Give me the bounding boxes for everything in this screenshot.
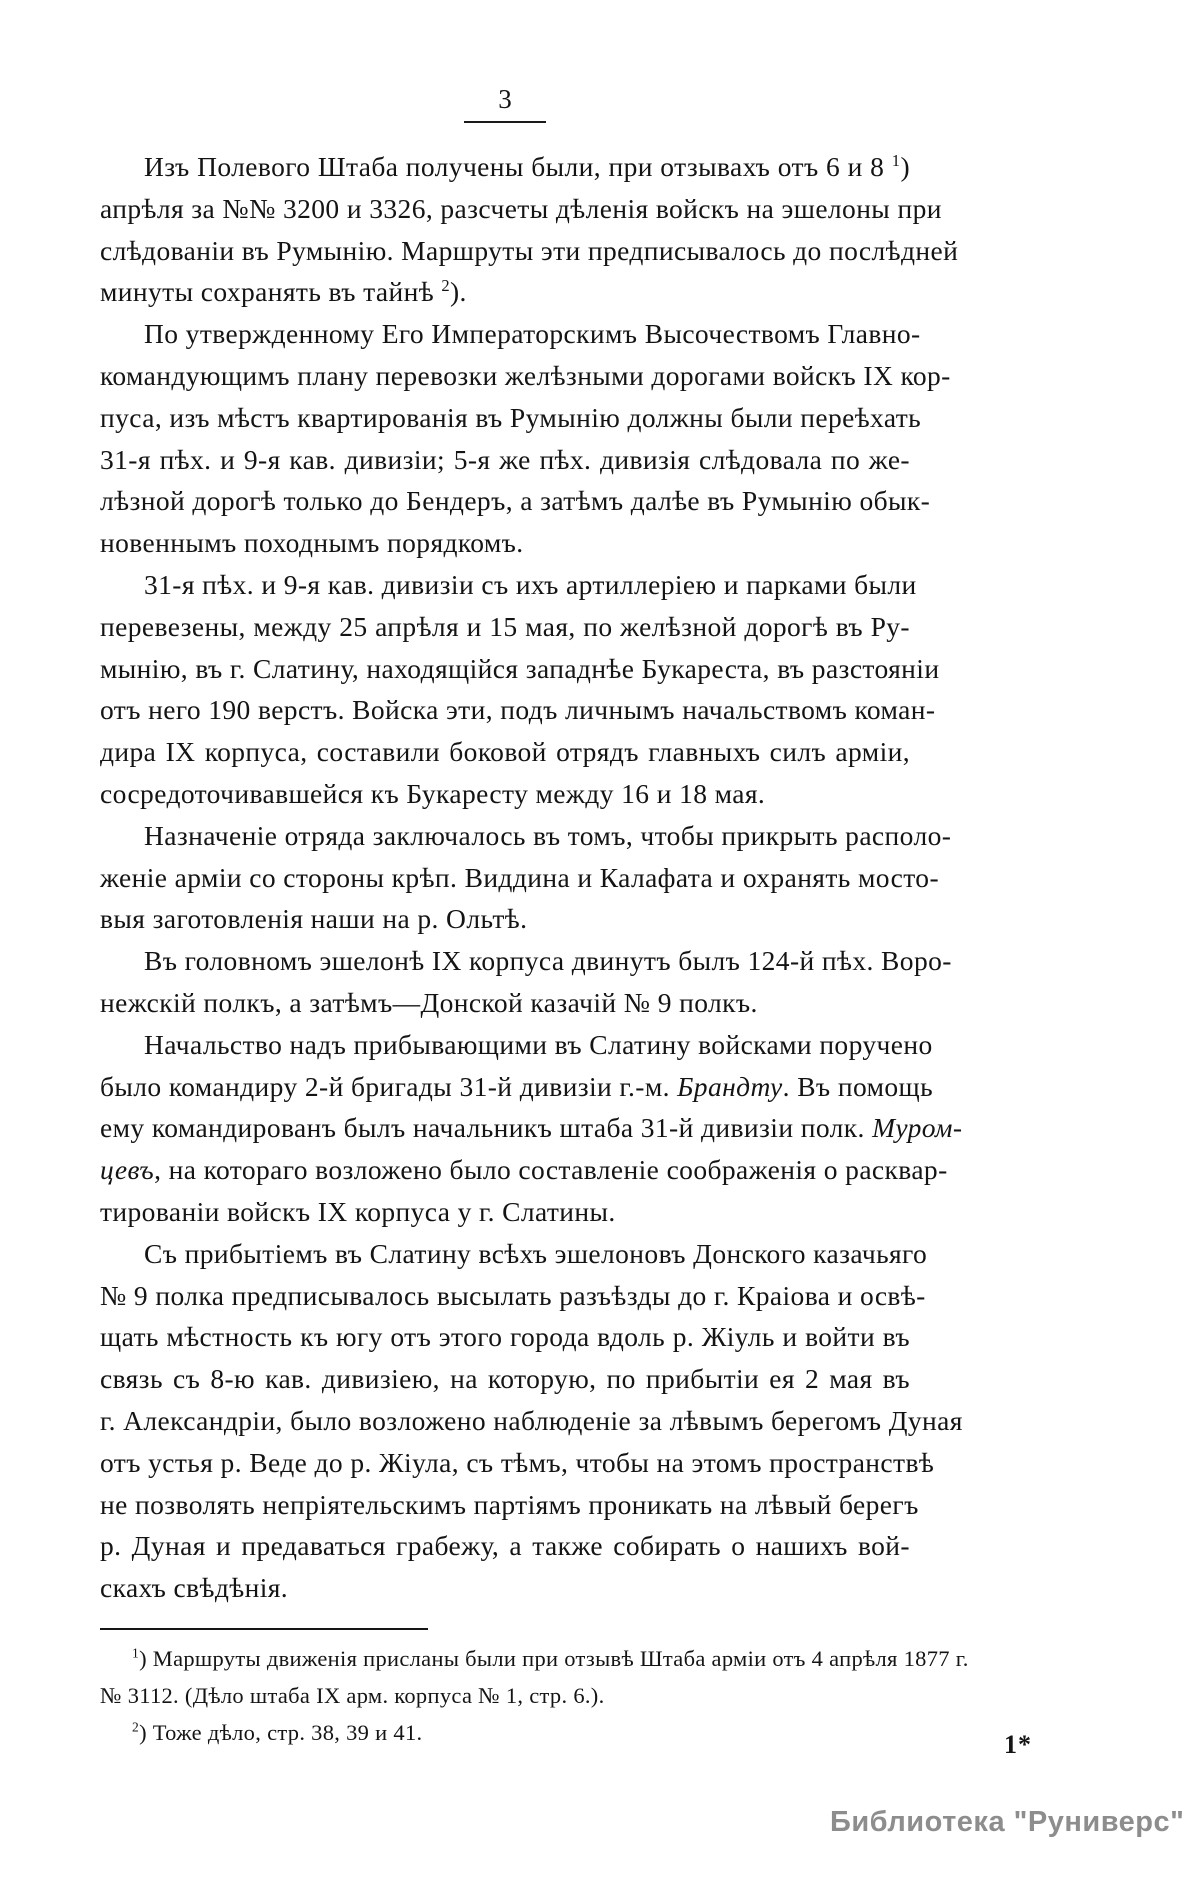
text-line [100, 313, 921, 355]
text-segment: командующимъ плану перевозки желѣзными дорогами войскъ IX кор- [100, 359, 951, 391]
text-line [100, 940, 952, 982]
text-line [100, 606, 910, 648]
text-line [100, 1640, 969, 1677]
footnote-ref: 2 [132, 1719, 140, 1735]
paragraph [100, 564, 940, 815]
text-line [100, 1149, 948, 1191]
text-segment: щать мѣстность къ югу отъ этого города вдоль р. Жіуль и войти въ [100, 1321, 910, 1353]
text-line [100, 397, 922, 439]
text-segment: Изъ Полевого Штаба получены были, при отзывахъ отъ 6 и 8 [144, 151, 892, 182]
text-segment: пуса, изъ мѣстъ квартированія въ Румынію должны были переѣхать [100, 401, 922, 433]
text-line [100, 1066, 934, 1108]
text-line [100, 648, 940, 690]
text-line [100, 1567, 910, 1609]
paragraph [100, 1233, 963, 1609]
body-text [100, 146, 963, 1609]
text-line [100, 1525, 910, 1567]
text-line [100, 1316, 910, 1358]
text-segment: . Въ помощь [782, 1070, 934, 1102]
paragraph [100, 146, 959, 313]
footnotes [100, 1628, 969, 1751]
library-watermark: Библиотека "Руниверс" [830, 1806, 1185, 1838]
text-segment: По утвержденному Его Императорскимъ Высочествомъ Главно- [144, 318, 921, 350]
text-segment: ) Тоже дѣло, стр. 38, 39 и 41. [139, 1720, 423, 1745]
text-segment: цевъ [100, 1154, 155, 1186]
footnote-lines [100, 1640, 969, 1751]
text-line [100, 773, 910, 815]
page-number: 3 [464, 84, 546, 123]
text-segment: отъ устья р. Веде до р. Жіула, съ тѣмъ, чтобы на этомъ пространствѣ [100, 1446, 935, 1478]
text-segment: Въ головномъ эшелонѣ IX корпуса двинутъ былъ 124-й пѣх. Воро- [144, 945, 952, 977]
paragraph [100, 1024, 963, 1233]
text-segment: Назначеніе отряда заключалось въ томъ, чтобы прикрыть располо- [144, 819, 952, 851]
text-line [100, 1358, 910, 1400]
text-segment: нежскій полкъ, а затѣмъ—Донской казачій № 9 полкъ. [100, 986, 758, 1018]
text-line [100, 1677, 910, 1714]
text-segment: р. Дуная и предаваться грабежу, а также собирать о нашихъ вой- [100, 1530, 910, 1562]
text-segment: ему командированъ былъ начальникъ штаба 31-й дивизіи полк. [100, 1112, 873, 1144]
text-segment: , на котораго возложено было составленіе соображенія о расквар- [154, 1154, 948, 1186]
text-segment: Муром- [872, 1112, 963, 1144]
text-line [100, 355, 951, 397]
text-line [100, 1484, 919, 1526]
text-segment: тированіи войскъ IX корпуса у г. Слатины. [100, 1195, 616, 1227]
text-segment: перевезены, между 25 апрѣля и 15 мая, по желѣзной дорогѣ въ Ру- [100, 610, 910, 642]
text-segment: скахъ свѣдѣнія. [100, 1572, 289, 1604]
footnote-separator-rule [100, 1628, 428, 1630]
paragraph [100, 940, 952, 1024]
text-segment: отъ него 190 верстъ. Войска эти, подъ личнымъ начальствомъ коман- [100, 694, 936, 726]
text-segment: слѣдованіи въ Румынію. Маршруты эти предписывалось до послѣдней [100, 234, 959, 266]
footnote-ref: 1 [891, 150, 901, 170]
text-line [100, 146, 910, 188]
text-line [100, 1400, 963, 1442]
signature-mark: 1* [1004, 1730, 1032, 1759]
text-line [100, 271, 910, 313]
text-line [100, 188, 942, 230]
paragraph [100, 313, 951, 564]
text-segment: ) [900, 151, 910, 182]
text-segment: сосредоточивавшейся къ Букаресту между 16 и 18 мая. [100, 777, 766, 809]
text-line [100, 1233, 928, 1275]
text-line [100, 1442, 935, 1484]
text-segment: № 9 полка предписывалось высылать разъѣзды до г. Краіова и освѣ- [100, 1279, 926, 1311]
text-segment: Начальство надъ прибывающими въ Слатину войсками поручено [144, 1028, 933, 1060]
text-segment: новеннымъ походнымъ порядкомъ. [100, 527, 524, 559]
text-segment: женіе арміи со стороны крѣп. Виддина и Калафата и охранять мосто- [100, 861, 939, 893]
page-header [100, 84, 910, 123]
footnote-item [100, 1640, 969, 1714]
text-line [100, 230, 959, 272]
text-segment: Брандту [677, 1070, 783, 1102]
text-segment: 31-я пѣх. и 9-я кав. дивизіи съ ихъ артиллеріею и парками были [144, 568, 917, 600]
text-line [100, 689, 936, 731]
text-segment: дира IX корпуса, составили боковой отрядъ главныхъ силъ арміи, [100, 736, 910, 768]
text-line [100, 480, 931, 522]
text-segment: Съ прибытіемъ въ Слатину всѣхъ эшелоновъ Донского казачьяго [144, 1237, 928, 1269]
footnote-item [100, 1714, 910, 1751]
text-line [100, 564, 917, 606]
text-segment: г. Александріи, было возложено наблюденіе за лѣвымъ берегомъ Дуная [100, 1404, 963, 1436]
text-line [100, 1107, 963, 1149]
text-line [100, 898, 910, 940]
text-segment: апрѣля за №№ 3200 и 3326, разсчеты дѣленія войскъ на эшелоны при [100, 192, 942, 224]
text-line [100, 731, 910, 773]
text-line [100, 1191, 910, 1233]
text-segment: выя заготовленія наши на р. Ольтѣ. [100, 903, 528, 935]
text-segment: минуты сохранять въ тайнѣ [100, 276, 442, 308]
text-segment: 31-я пѣх. и 9-я кав. дивизіи; 5-я же пѣх. дивизія слѣдовала по же- [100, 443, 910, 475]
text-segment: было командиру 2-й бригады 31-й дивизіи г.-м. [100, 1070, 678, 1102]
footnote-ref: 2 [441, 276, 450, 296]
text-segment: связь съ 8-ю кав. дивизіею, на которую, по прибытіи ея 2 мая въ [100, 1363, 910, 1395]
text-line [100, 1714, 910, 1751]
text-line [100, 982, 910, 1024]
text-line [100, 815, 952, 857]
text-line [100, 439, 910, 481]
text-segment: ) Маршруты движенія присланы были при отзывѣ Штаба арміи отъ 4 апрѣля 1877 г. [139, 1646, 969, 1671]
text-segment: не позволять непріятельскимъ партіямъ проникать на лѣвый берегъ [100, 1488, 919, 1520]
footnote-ref: 1 [132, 1645, 140, 1661]
paragraph [100, 815, 952, 940]
text-line [100, 1024, 933, 1066]
text-line [100, 857, 939, 899]
text-segment: № 3112. (Дѣло штаба IX арм. корпуса № 1, стр. 6.). [100, 1683, 605, 1708]
text-line [100, 522, 910, 564]
text-line [100, 1275, 926, 1317]
text-segment: мынію, въ г. Слатину, находящійся западнѣе Букареста, въ разстояніи [100, 652, 940, 684]
text-segment: ). [449, 276, 467, 308]
text-segment: лѣзной дорогѣ только до Бендеръ, а затѣмъ далѣе въ Румынію обык- [100, 485, 931, 517]
